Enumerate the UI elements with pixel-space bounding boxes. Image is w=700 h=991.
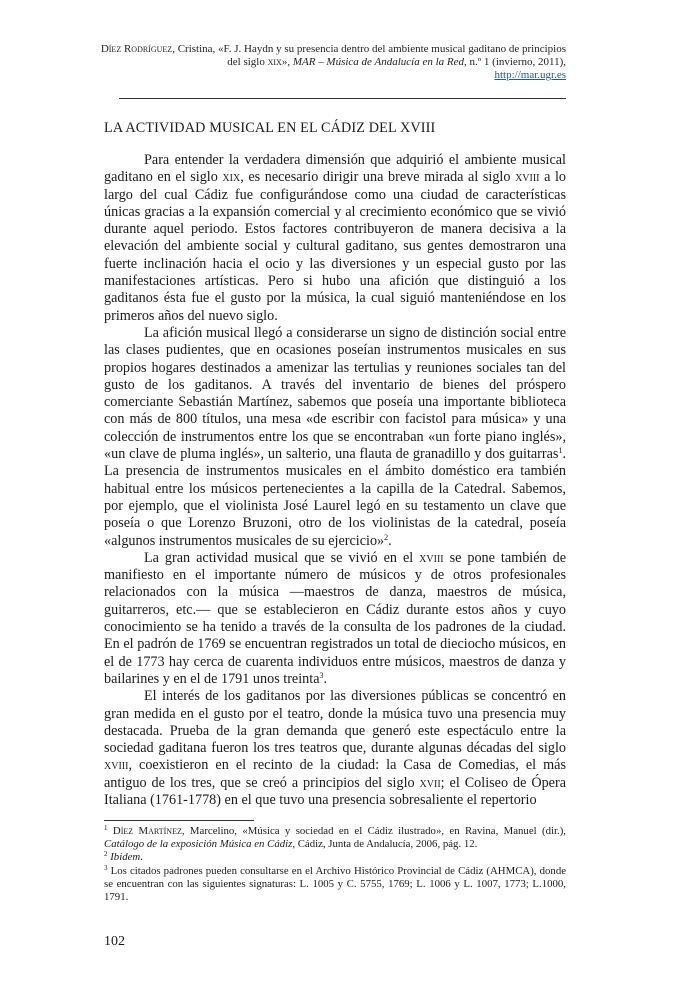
text-run: . <box>140 851 143 864</box>
header-citation: , Cristina, «F. J. Haydn y su presencia dentro del ambiente musical gaditano de principios del siglo <box>172 43 566 68</box>
footnote-number: 2 <box>104 850 108 859</box>
text-run: . <box>388 532 392 549</box>
text-run: . <box>323 670 328 687</box>
footnote-ref-3[interactable]: 3 <box>319 670 324 680</box>
text-run: , es necesario dirigir una breve mirada al siglo <box>240 169 516 186</box>
header-century: xix <box>267 56 282 68</box>
footnote-number: 3 <box>104 863 108 872</box>
century-numeral: xix <box>222 169 241 186</box>
text-run: , Marcelino, «Música y sociedad en el Cádiz ilustrado», en Ravina, Manuel (dir.), <box>181 825 566 837</box>
footnote-1 <box>104 825 566 851</box>
footnote-author: Díez Martínez <box>112 825 182 837</box>
footnote-ref-1[interactable]: 1 <box>558 446 563 456</box>
text-run: ; el Coliseo de Ópera Italiana (1761-1778) en el que tuvo una presencia sobresaliente el repertorio <box>104 774 566 808</box>
running-header <box>92 43 566 82</box>
header-citation-cont: », <box>281 56 293 68</box>
footnote-ibidem: Ibidem <box>110 851 141 864</box>
text-run: Para entender la verdadera dimensión que adquirió el ambiente musical gaditano en el siglo <box>104 152 566 186</box>
footnote-2 <box>104 851 566 864</box>
paragraph-4 <box>104 688 566 809</box>
header-url-link[interactable]: http://mar.ugr.es <box>494 69 566 81</box>
paragraph-2 <box>104 325 566 550</box>
text-run: , Cádiz, Junta de Andalucía, 2006, pág. 12. <box>292 838 478 851</box>
footnote-number: 1 <box>104 824 108 832</box>
text-run: a lo largo del cual Cádiz fue configurándose como una ciudad de características únicas gracias a la expansión comercial y al crecimiento económico que se vivió durante aquel periodo. Estos factores contribuyeron de manera decisiva a la elevación del ambiente social y cultural gaditano, sus gentes demostraron una fuerte inclinación hacia el ocio y las diversiones y un especial gusto por las manifestaciones artísticas. Pero si hubo una afición que distinguió a los gaditanos ésta fue el gusto por la música, la cual siguió manteniéndose en los primeros años del nuevo siglo. <box>104 169 566 324</box>
paragraph-1 <box>104 152 566 325</box>
section-title: LA ACTIVIDAD MUSICAL EN EL CÁDIZ DEL XVIII <box>104 120 436 136</box>
century-numeral: xviii <box>419 549 444 566</box>
century-numeral: xviii <box>104 757 129 774</box>
header-rule <box>119 98 566 99</box>
header-journal: MAR – Música de Andalucía en la Red <box>292 56 464 68</box>
text-run: se pone también de manifiesto en el importante número de músicos y de otros profesionales relacionados con la música —maestros de danza, maestros de música, guitarreros, etc.— que se establecieron en Cádiz durante estos años y cuyo conocimiento se ha tenido a través de la consulta de los padrones de la ciudad. En el padrón de 1769 se encuentran registrados un total de dieciocho músicos, en el de 1773 hay cerca de cuarenta individuos entre músicos, maestros de danza y bailarines y en el de 1791 unos treinta <box>104 549 566 687</box>
century-numeral: xviii <box>515 169 540 186</box>
page-number: 102 <box>104 934 125 949</box>
footnote-rule <box>104 820 254 821</box>
body-text <box>104 152 566 809</box>
text-run: . La presencia de instrumentos musicales en el ámbito doméstico era también habitual entre los músicos pertenecientes a la capilla de la Catedral. Sabemos, por ejemplo, que el violinista José Laurel legó en su testamento un clave que poseía o que Lorenzo Bruzoni, otro de los violinistas de la catedral, poseía «algunos instrumentos musicales de su ejercicio» <box>104 446 566 549</box>
text-run: , coexistieron en el recinto de la ciudad: la Casa de Comedias, el más antiguo de los tres, que se creó a principios del siglo <box>104 757 566 791</box>
text-run: Los citados padrones pueden consultarse en el Archivo Histórico Provincial de Cádiz (AHMCA), donde se encuentran con las siguientes signaturas: L. 1005 y C. 5755, 1769; L. 1006 y L. 1007, 1773; L.1000, 1791. <box>104 864 567 904</box>
footnotes <box>104 825 566 904</box>
century-numeral: xvii <box>419 774 441 791</box>
header-author-surname: Díez Rodríguez <box>100 43 173 55</box>
footnote-3 <box>104 865 566 905</box>
paragraph-3 <box>104 550 566 688</box>
header-issue: , n.º 1 (invierno, 2011), <box>464 56 566 68</box>
footnote-ref-2[interactable]: 2 <box>384 532 389 542</box>
footnote-title: Catálogo de la exposición Música en Cádiz <box>104 838 293 851</box>
text-run: La afición musical llegó a considerarse un signo de distinción social entre las clases pudientes, que en ocasiones poseían instrumentos musicales en sus propios hogares destinados a amenizar las tertulias y reuniones sociales tan del gusto de los gaditanos. A través del inventario de bienes del próspero comerciante Sebastián Martínez, sabemos que poseía una importante biblioteca con más de 800 títulos, una mesa «de escribir con facistol para música» y una colección de instrumentos entre los que se encontraban «un forte piano inglés», «un clave de pluma inglés», un salterio, una flauta de granadillo y dos guitarras <box>104 324 566 463</box>
text-run: El interés de los gaditanos por las diversiones públicas se concentró en gran medida en el gusto por el teatro, donde la música tuvo una presencia muy destacada. Prueba de la gran demanda que generó este espectáculo entre la sociedad gaditana fueron los tres teatros que, durante algunas décadas del siglo <box>104 688 566 757</box>
text-run: La gran actividad musical que se vivió en el <box>144 549 420 566</box>
